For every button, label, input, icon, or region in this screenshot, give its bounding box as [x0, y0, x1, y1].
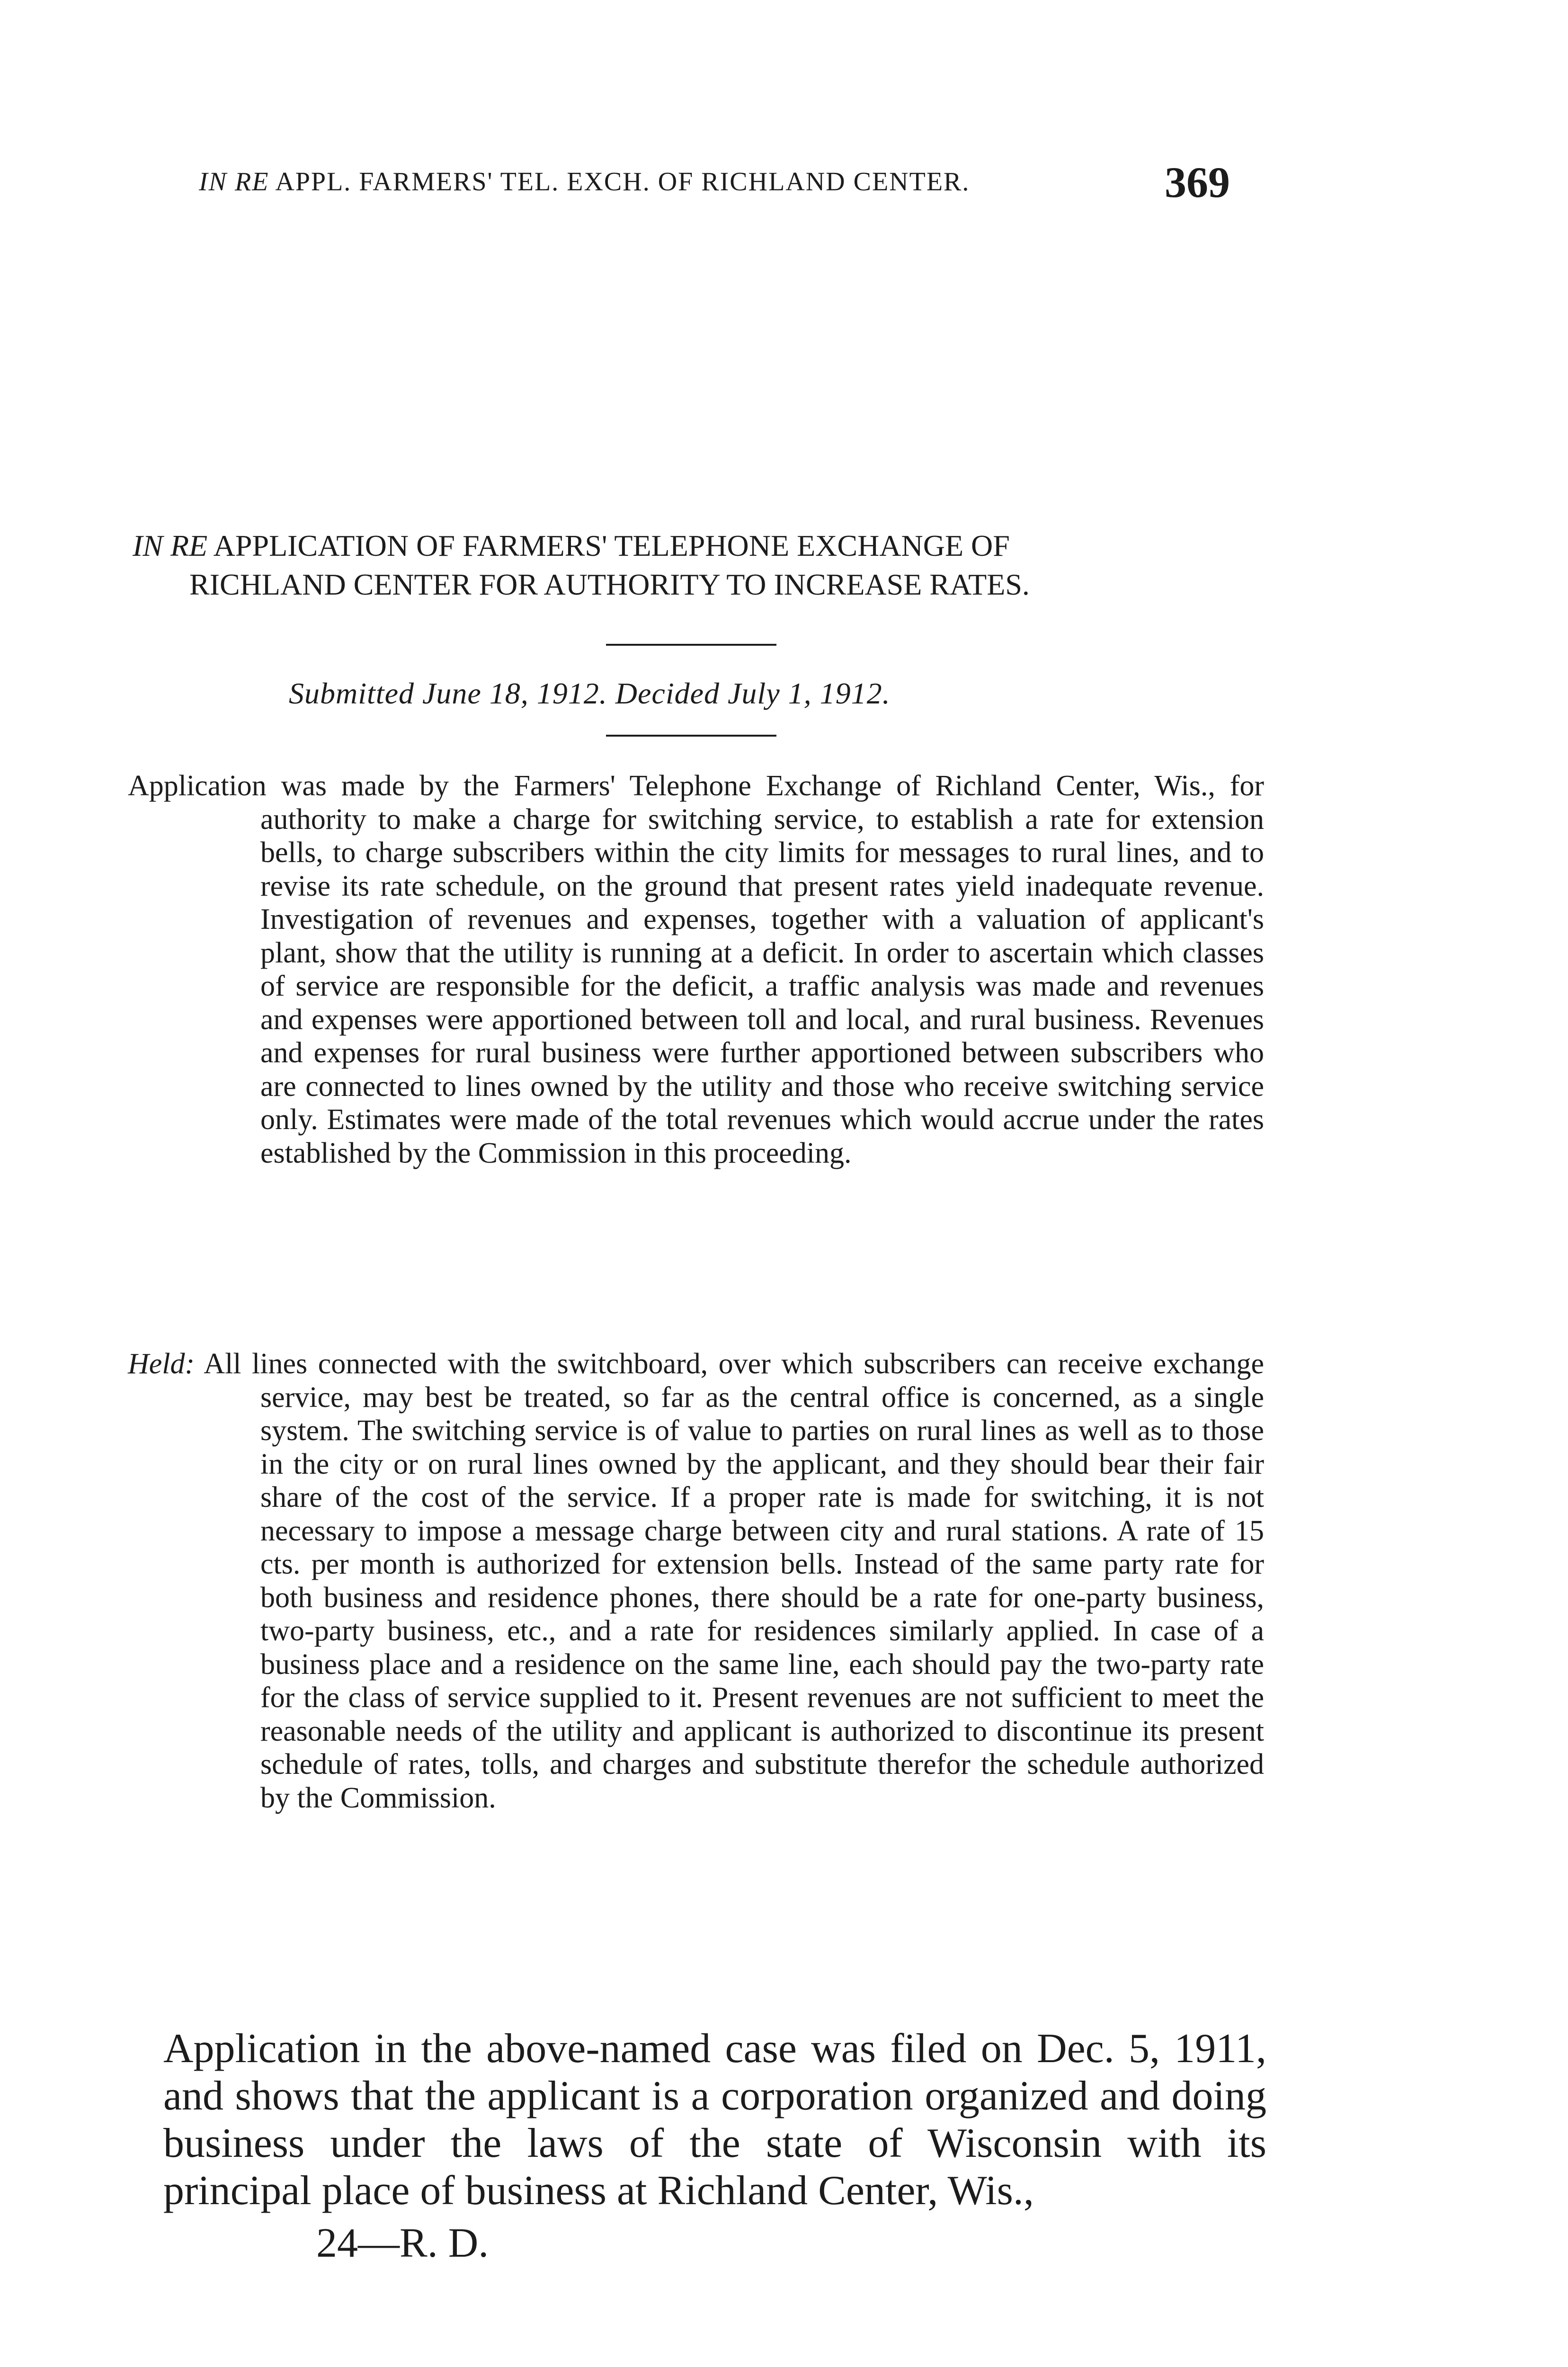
running-head [199, 167, 1269, 197]
held-text: All lines connected with the switchboard, over which subscribers can receive exchange service, may best be treated, so far as the central office is concerned, as a single system. The switching service is of value to parties on rural lines as well as to those in the city or on rural lines owned by the applicant, and they should bear their fair share of the cost of the service. If a proper rate is made for switching, it is not necessary to impose a message charge between city and rural stations. A rate of 15 cts. per month is authorized for extension bells. Instead of the same party rate for both business and residence phones, there should be a rate for one-party business, two-party business, etc., and a rate for residences similarly applied. In case of a business place and a residence on the same line, each should pay the two-party rate for the class of service supplied to it. Present revenues are not sufficient to meet the reasonable needs of the utility and applicant is authorized to discontinue its present schedule of rates, tolls, and charges and substitute therefor the schedule authorized by the Commission. [204, 1348, 1264, 1814]
case-title-line1: APPLICATION OF FARMERS' TELEPHONE EXCHANGE OF [213, 529, 1010, 562]
submission-dates: Submitted June 18, 1912. Decided July 1, 1912. [289, 676, 891, 710]
running-head-text: APPL. FARMERS' TEL. EXCH. OF RICHLAND CENTER. [275, 167, 970, 196]
page-number: 369 [1165, 158, 1230, 206]
held-label: Held: [128, 1348, 195, 1380]
divider-rule-top [606, 644, 776, 646]
syllabus-held-paragraph [128, 1347, 1264, 1815]
signature-mark: 24—R. D. [316, 2220, 489, 2266]
case-title [133, 526, 1316, 604]
case-title-italic: IN RE [133, 529, 208, 562]
opinion-paragraph: Application in the above-named case was filed on Dec. 5, 1911, and shows that the applicant is a corporation organized and doing business under the laws of the state of Wisconsin with its principal place of business at Richland Center, Wis., [163, 2026, 1266, 2214]
divider-rule-bottom [606, 735, 776, 737]
syllabus-held [128, 1347, 1264, 1815]
syllabus-application-text: Application was made by the Farmers' Telephone Exchange of Richland Center, Wis., for authority to make a charge for switching service, to establish a rate for extension bells, to charge subscribers within the city limits for messages to rural lines, and to revise its rate schedule, on the ground that present rates yield inadequate revenue. Investigation of revenues and expenses, together with a valuation of applicant's plant, show that the utility is running at a deficit. In order to ascertain which classes of service are responsible for the deficit, a traffic analysis was made and revenues and expenses were apportioned between toll and local, and rural business. Revenues and expenses for rural business were further apportioned between subscribers who are connected to lines owned by the utility and those who receive switching service only. Estimates were made of the total revenues which would accrue under the rates established by the Commission in this proceeding. [128, 770, 1264, 1169]
case-title-line2: RICHLAND CENTER FOR AUTHORITY TO INCREASE RATES. [189, 568, 1030, 601]
running-head-italic: IN RE [199, 167, 269, 196]
syllabus-application [128, 769, 1264, 1170]
